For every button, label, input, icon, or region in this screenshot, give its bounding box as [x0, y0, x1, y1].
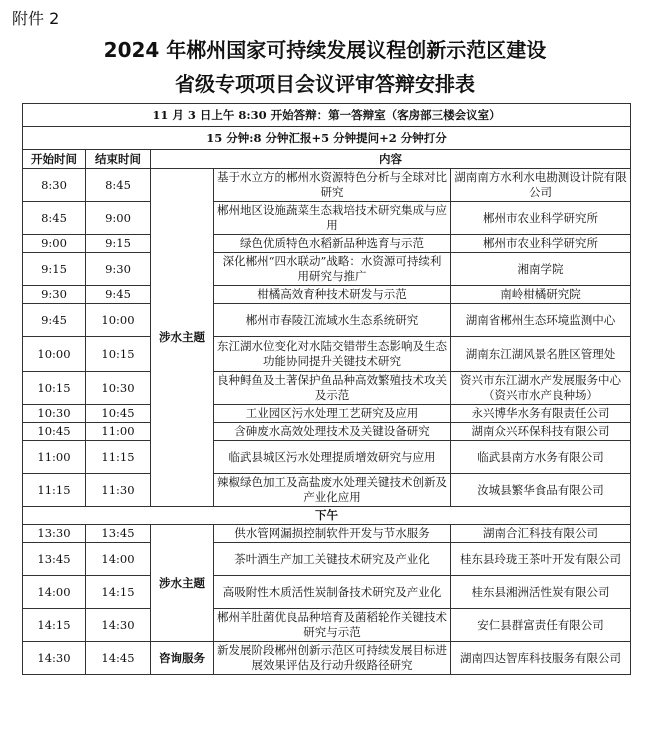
project-title: 工业园区污水处理工艺研究及应用 — [214, 405, 451, 423]
project-title: 临武县城区污水处理提质增效研究与应用 — [214, 441, 451, 474]
end-time: 13:45 — [86, 525, 151, 543]
project-title: 绿色优质特色水稻新品种选育与示范 — [214, 235, 451, 253]
end-time: 14:30 — [86, 609, 151, 642]
project-title: 郴州羊肚菌优良品种培育及菌稻轮作关键技术研究与示范 — [214, 609, 451, 642]
organization: 湖南东江湖风景名胜区管理处 — [451, 337, 631, 372]
project-title: 辣椒绿色加工及高盐废水处理关键技术创新及产业化应用 — [214, 474, 451, 507]
project-title: 东江湖水位变化对水陆交错带生态影响及生态功能协同提升关键技术研究 — [214, 337, 451, 372]
project-title: 高吸附性木质活性炭制备技术研究及产业化 — [214, 576, 451, 609]
header-content: 内容 — [151, 150, 631, 169]
project-title: 深化郴州“四水联动”战略：水资源可持续利用研究与推广 — [214, 253, 451, 286]
start-time: 14:00 — [23, 576, 86, 609]
end-time: 10:00 — [86, 304, 151, 337]
attachment-label: 附件 2 — [12, 9, 60, 28]
organization: 安仁县群富责任有限公司 — [451, 609, 631, 642]
start-time: 8:30 — [23, 169, 86, 202]
organization: 湖南合汇科技有限公司 — [451, 525, 631, 543]
page-title-line-1: 2024 年郴州国家可持续发展议程创新示范区建设 — [103, 38, 547, 62]
time-rule: 15 分钟:8 分钟汇报+5 分钟提问+2 分钟打分 — [23, 127, 631, 150]
start-time: 10:30 — [23, 405, 86, 423]
end-time: 10:30 — [86, 372, 151, 405]
end-time: 11:30 — [86, 474, 151, 507]
schedule-table — [22, 103, 631, 675]
project-title: 良种鲟鱼及土著保护鱼品种高效繁殖技术攻关及示范 — [214, 372, 451, 405]
page-title-line-2: 省级专项项目会议评审答辩安排表 — [175, 72, 475, 96]
end-time: 8:45 — [86, 169, 151, 202]
project-title: 基于水立方的郴州水资源特色分析与全球对比研究 — [214, 169, 451, 202]
start-time: 8:45 — [23, 202, 86, 235]
topic-group: 涉水主题 — [151, 525, 214, 642]
end-time: 10:15 — [86, 337, 151, 372]
organization: 永兴博华水务有限责任公司 — [451, 405, 631, 423]
start-time: 14:30 — [23, 642, 86, 675]
organization: 临武县南方水务有限公司 — [451, 441, 631, 474]
organization: 桂东县玲珑王茶叶开发有限公司 — [451, 543, 631, 576]
project-title: 供水管网漏损控制软件开发与节水服务 — [214, 525, 451, 543]
organization: 资兴市东江湖水产发展服务中心（资兴市水产良种场） — [451, 372, 631, 405]
start-time: 10:45 — [23, 423, 86, 441]
topic-group: 咨询服务 — [151, 642, 214, 675]
start-time: 9:00 — [23, 235, 86, 253]
end-time: 9:15 — [86, 235, 151, 253]
start-time: 9:30 — [23, 286, 86, 304]
end-time: 9:30 — [86, 253, 151, 286]
start-time: 9:15 — [23, 253, 86, 286]
project-title: 郴州地区设施蔬菜生态栽培技术研究集成与应用 — [214, 202, 451, 235]
organization: 郴州市农业科学研究所 — [451, 202, 631, 235]
project-title: 含砷废水高效处理技术及关键设备研究 — [214, 423, 451, 441]
end-time: 14:00 — [86, 543, 151, 576]
project-title: 柑橘高效育种技术研发与示范 — [214, 286, 451, 304]
start-time: 13:30 — [23, 525, 86, 543]
end-time: 9:00 — [86, 202, 151, 235]
end-time: 9:45 — [86, 286, 151, 304]
organization: 汝城县繁华食品有限公司 — [451, 474, 631, 507]
organization: 湖南众兴环保科技有限公司 — [451, 423, 631, 441]
topic-group: 涉水主题 — [151, 169, 214, 507]
start-time: 10:15 — [23, 372, 86, 405]
end-time: 14:15 — [86, 576, 151, 609]
organization: 桂东县湘洲活性炭有限公司 — [451, 576, 631, 609]
header-start-time: 开始时间 — [23, 150, 86, 169]
start-time: 9:45 — [23, 304, 86, 337]
start-time: 11:00 — [23, 441, 86, 474]
header-end-time: 结束时间 — [86, 150, 151, 169]
project-title: 茶叶酒生产加工关键技术研究及产业化 — [214, 543, 451, 576]
organization: 南岭柑橘研究院 — [451, 286, 631, 304]
organization: 郴州市农业科学研究所 — [451, 235, 631, 253]
organization: 湖南南方水利水电勘测设计院有限公司 — [451, 169, 631, 202]
end-time: 11:15 — [86, 441, 151, 474]
end-time: 11:00 — [86, 423, 151, 441]
start-time: 11:15 — [23, 474, 86, 507]
end-time: 14:45 — [86, 642, 151, 675]
session-info: 11 月 3 日上午 8:30 开始答辩：第一答辩室（客房部三楼会议室） — [23, 104, 631, 127]
organization: 湖南四达智库科技服务有限公司 — [451, 642, 631, 675]
start-time: 14:15 — [23, 609, 86, 642]
afternoon-label: 下午 — [23, 507, 631, 525]
organization: 湘南学院 — [451, 253, 631, 286]
project-title: 郴州市春陵江流域水生态系统研究 — [214, 304, 451, 337]
end-time: 10:45 — [86, 405, 151, 423]
project-title: 新发展阶段郴州创新示范区可持续发展目标进展效果评估及行动升级路径研究 — [214, 642, 451, 675]
start-time: 10:00 — [23, 337, 86, 372]
start-time: 13:45 — [23, 543, 86, 576]
organization: 湖南省郴州生态环境监测中心 — [451, 304, 631, 337]
